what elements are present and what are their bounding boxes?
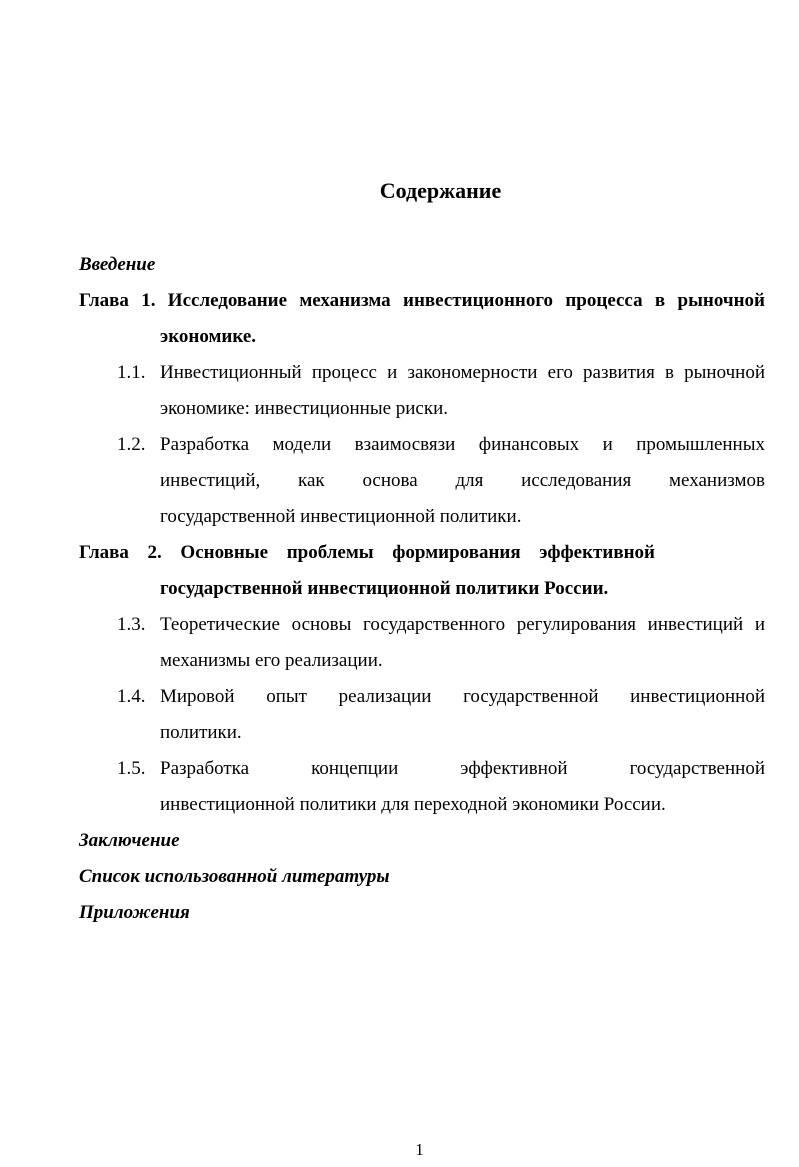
toc-section-1-2 — [79, 427, 765, 535]
toc-intro: Введение — [79, 254, 156, 275]
page-number: 1 — [415, 1140, 424, 1159]
toc-section-number: 1.4. — [117, 686, 146, 707]
toc-section-number: 1.1. — [117, 362, 146, 383]
toc-section-line-2: экономике: инвестиционные риски. — [160, 398, 449, 419]
toc-conclusion: Заключение — [79, 830, 180, 851]
toc-section-1-3 — [79, 607, 765, 679]
toc-section-line-1: Разработка модели взаимосвязи финансовых и промышленных — [160, 434, 765, 455]
toc-chapter-1-line-1: Глава 1. Исследование механизма инвестиционного процесса в рыночной — [79, 290, 765, 311]
toc-section-line-1: Мировой опыт реализации государственной инвестиционной — [160, 686, 765, 707]
toc-chapter-2-line-2: государственной инвестиционной политики России. — [160, 578, 609, 599]
toc-chapter-1-line-2: экономике. — [160, 326, 257, 347]
toc-section-line-3: государственной инвестиционной политики. — [160, 506, 522, 527]
toc-chapter-2-line-1: Глава 2. Основные проблемы формирования эффективной — [79, 542, 655, 563]
toc-appendices: Приложения — [79, 902, 190, 923]
table-of-contents — [79, 247, 765, 931]
toc-chapter-2 — [79, 535, 655, 571]
toc-section-line-2: политики. — [160, 722, 242, 743]
toc-section-line-2: механизмы его реализации. — [160, 650, 383, 671]
toc-section-1-5 — [79, 751, 765, 823]
toc-chapter-1 — [79, 283, 765, 355]
toc-section-line-2: инвестиций, как основа для исследования механизмов — [160, 470, 765, 491]
toc-references: Список использованной литературы — [79, 866, 390, 887]
toc-section-1-1 — [79, 355, 765, 427]
toc-section-1-4 — [79, 679, 765, 751]
toc-section-line-2: инвестиционной политики для переходной экономики России. — [160, 794, 666, 815]
toc-section-line-1: Разработка концепции эффективной государственной — [160, 758, 765, 779]
toc-section-line-1: Инвестиционный процесс и закономерности его развития в рыночной — [160, 362, 765, 383]
page-title: Содержание — [379, 178, 502, 203]
toc-section-line-1: Теоретические основы государственного регулирования инвестиций и — [160, 614, 765, 635]
toc-section-number: 1.5. — [117, 758, 146, 779]
toc-section-number: 1.2. — [117, 434, 146, 455]
toc-section-number: 1.3. — [117, 614, 146, 635]
